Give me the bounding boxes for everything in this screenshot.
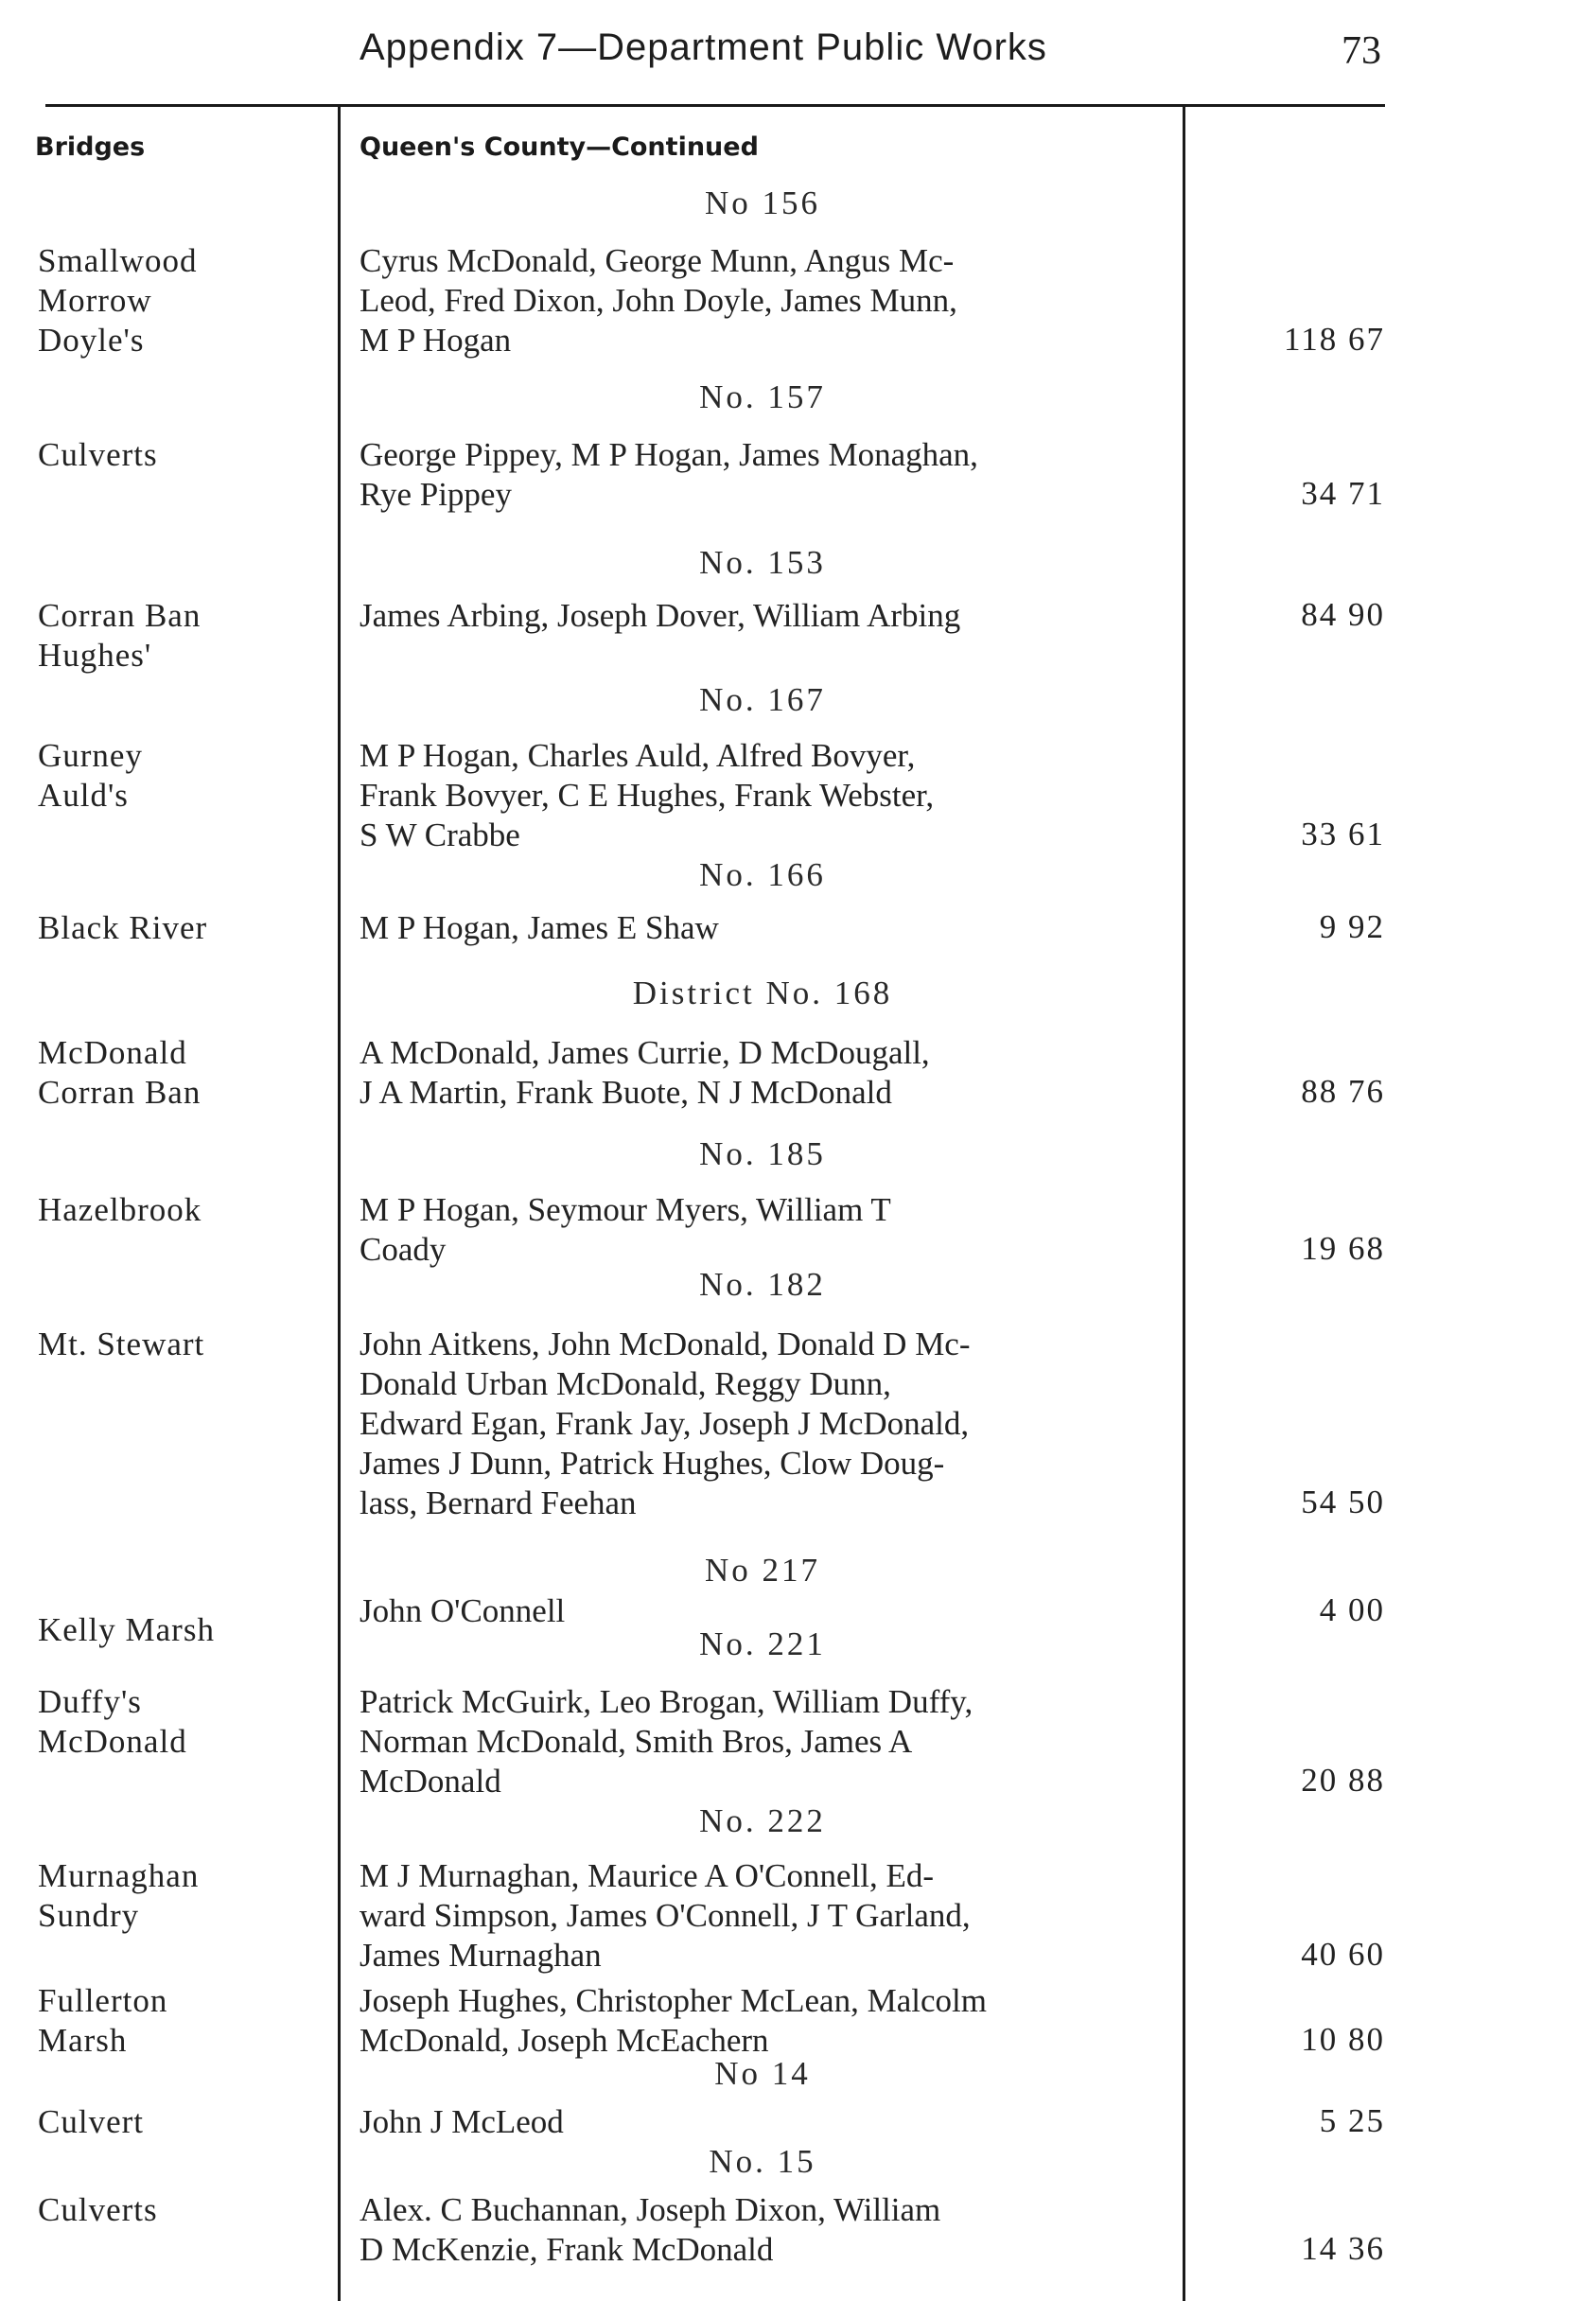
bridge-names <box>38 1856 331 1936</box>
amount: 88 76 <box>1301 1073 1385 1110</box>
amount: 40 60 <box>1301 1936 1385 1973</box>
amount: 19 68 <box>1301 1230 1385 1267</box>
bridge-name: Mt. Stewart <box>38 1326 205 1362</box>
bridges-column-header: Bridges <box>35 132 146 162</box>
bridge-name: Auld's <box>38 777 129 814</box>
bridge-names <box>38 1190 331 1230</box>
district-number: No. 153 <box>699 544 826 581</box>
amount: 14 36 <box>1301 2230 1385 2267</box>
bridge-names <box>38 2102 331 2142</box>
amount: 9 92 <box>1319 908 1385 945</box>
bridge-name: Culverts <box>38 436 158 473</box>
workers-names: A McDonald, James Currie, D McDougall, J A Martin, Frank Buote, N J McDonald <box>360 1034 930 1111</box>
district-number: No. 221 <box>699 1625 826 1662</box>
district-number: No. 15 <box>709 2143 816 2180</box>
bridge-name: McDonald <box>38 1723 187 1760</box>
amount: 84 90 <box>1301 596 1385 633</box>
bridge-name: Fullerton <box>38 1982 168 2019</box>
amount: 20 88 <box>1301 1762 1385 1799</box>
bridge-names <box>38 1325 331 1364</box>
amount: 33 61 <box>1301 816 1385 852</box>
district-number: No. 185 <box>699 1135 826 1172</box>
workers-names: M P Hogan, Seymour Myers, William T Coady <box>360 1191 891 1268</box>
bridge-names <box>38 908 331 948</box>
workers-names: George Pippey, M P Hogan, James Monaghan, Rye Pippey <box>360 436 978 513</box>
running-title: Appendix 7—Department Public Works <box>360 26 1047 68</box>
bridge-names <box>38 1981 331 2061</box>
workers-names: James Arbing, Joseph Dover, William Arbing <box>360 597 961 634</box>
workers-names: Cyrus McDonald, George Munn, Angus Mc- Leod, Fred Dixon, John Doyle, James Munn, M P Hogan <box>360 242 957 359</box>
bridge-names <box>38 241 331 360</box>
bridge-name: Black River <box>38 909 208 946</box>
bridge-name: McDonald <box>38 1034 187 1071</box>
workers-names: John Aitkens, John McDonald, Donald D Mc- Donald Urban McDonald, Reggy Dunn, Edward Egan, Frank Jay, Joseph J McDonald, James J Dunn, Patrick Hughes, Clow Doug- lass, Bernard Feehan <box>360 1326 971 1521</box>
workers-names: Patrick McGuirk, Leo Brogan, William Duffy, Norman McDonald, Smith Bros, James A McDonald <box>360 1683 973 1800</box>
page-number: 73 <box>1342 29 1381 73</box>
workers-names: John O'Connell <box>360 1592 566 1629</box>
bridge-names <box>38 596 331 676</box>
bridge-names <box>38 435 331 475</box>
column-rule-right <box>1183 106 1185 2301</box>
workers-names: Joseph Hughes, Christopher McLean, Malcolm McDonald, Joseph McEachern <box>360 1982 987 2059</box>
bridge-name: Sundry <box>38 1897 140 1934</box>
workers-names: John J McLeod <box>360 2103 564 2140</box>
district-number: No 217 <box>704 1552 821 1589</box>
district-number: District No. 168 <box>632 975 893 1011</box>
bridge-name: Marsh <box>38 2022 128 2059</box>
bridge-names <box>38 1682 331 1762</box>
amount: 118 67 <box>1284 321 1385 358</box>
workers-names: M P Hogan, James E Shaw <box>360 909 719 946</box>
bridge-name: Corran Ban <box>38 1074 202 1111</box>
bridge-name: Hazelbrook <box>38 1191 202 1228</box>
amount: 10 80 <box>1301 2021 1385 2058</box>
district-number: No 14 <box>714 2055 811 2092</box>
workers-names: M J Murnaghan, Maurice A O'Connell, Ed- ward Simpson, James O'Connell, J T Garland, James Murnaghan <box>360 1857 971 1974</box>
district-number: No 156 <box>704 184 821 221</box>
amount: 34 71 <box>1301 475 1385 512</box>
bridge-names <box>38 736 331 816</box>
bridge-names <box>38 1033 331 1113</box>
district-number: No. 157 <box>699 378 826 415</box>
amount: 5 25 <box>1319 2102 1385 2139</box>
bridge-name: Smallwood <box>38 242 198 279</box>
bridge-name: Culvert <box>38 2103 144 2140</box>
bridge-names <box>38 1610 331 1650</box>
bridge-name: Corran Ban <box>38 597 202 634</box>
bridge-name: Gurney <box>38 737 143 774</box>
column-rule-left <box>338 106 341 2301</box>
amount: 4 00 <box>1319 1591 1385 1628</box>
workers-names: M P Hogan, Charles Auld, Alfred Bovyer, Frank Bovyer, C E Hughes, Frank Webster, S W Crabbe <box>360 737 935 853</box>
district-number: No. 222 <box>699 1802 826 1839</box>
district-number: No. 166 <box>699 856 826 893</box>
bridge-names <box>38 2190 331 2230</box>
bridge-name: Culverts <box>38 2191 158 2228</box>
bridge-name: Murnaghan <box>38 1857 200 1894</box>
county-column-header: Queen's County—Continued <box>360 132 759 162</box>
district-number: No. 167 <box>699 681 826 718</box>
bridge-name: Hughes' <box>38 637 152 674</box>
bridge-name: Duffy's <box>38 1683 142 1720</box>
bridge-name: Doyle's <box>38 322 145 359</box>
amount: 54 50 <box>1301 1484 1385 1520</box>
bridge-name: Morrow <box>38 282 152 319</box>
district-number: No. 182 <box>699 1266 826 1303</box>
bridge-name: Kelly Marsh <box>38 1611 215 1648</box>
workers-names: Alex. C Buchannan, Joseph Dixon, William D McKenzie, Frank McDonald <box>360 2191 941 2268</box>
